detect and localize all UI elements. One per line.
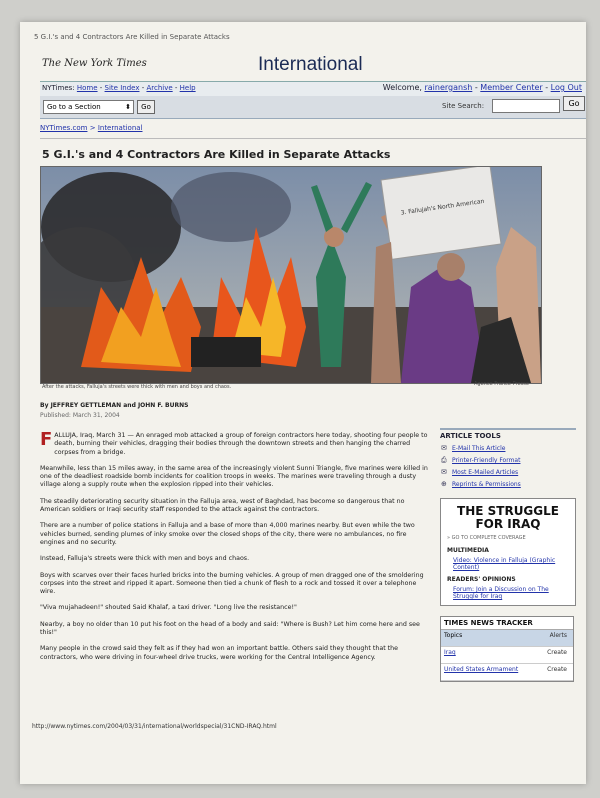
most-emailed-link[interactable]	[441, 468, 576, 476]
site-search-input[interactable]	[492, 99, 560, 113]
toolbar	[40, 96, 586, 119]
published-date: Published: March 31, 2004	[40, 412, 120, 419]
tracker-row	[441, 647, 573, 664]
email-icon: ✉	[441, 444, 447, 452]
tracker-title: TIMES NEWS TRACKER	[441, 617, 573, 630]
article-paragraph: Boys with scarves over their faces hurled bricks into the burning vehicles. A group of men dragged one of the smoldering corpses into the street and ripped it apart. Someone then tied a chunk of flesh to a rock and tossed it over a telephone wire.	[40, 571, 424, 596]
photo-caption: After the attacks, Falluja's streets were thick with men and boys and chaos.	[42, 384, 232, 390]
nyt-logo[interactable]: The New York Times	[42, 58, 147, 69]
breadcrumb-home-link[interactable]: NYTimes.com	[40, 124, 88, 132]
article-paragraph: Nearby, a boy no older than 10 put his foot on the head of a body and said: "Where is Bush? Let him come here and see this!"	[40, 620, 420, 637]
section-select-value: Go to a Section	[47, 103, 101, 111]
breadcrumb-arrow-icon: >	[89, 124, 96, 132]
breadcrumb-section-link[interactable]: International	[97, 124, 143, 132]
struggle-title[interactable]: THE STRUGGLE FOR IRAQ	[457, 504, 559, 531]
tracker-row	[441, 664, 573, 681]
article-paragraph: Many people in the crowd said they felt as if they had won an important battle. Others said they thought that the contractors, who were driving in four-wheel drive trucks, were working for the Central Intelligence Agency.	[40, 645, 398, 661]
article-url[interactable]: http://www.nytimes.com/2004/03/31/international/worldspecial/31CND-IRAQ.html	[32, 723, 277, 730]
reprints-label: Reprints & Permissions	[452, 481, 521, 488]
article-photo	[40, 166, 542, 384]
select-arrow-icon: ⬍	[125, 103, 131, 111]
article-paragraph: There are a number of police stations in Falluja and a base of more than 4,000 marines nearby. But even while the two vehicles burned, sending plumes of inky smoke over the closed shops of the city, there were no ambulances, no fire engines and no security.	[40, 522, 415, 546]
article-paragraph: The steadily deteriorating security situation in the Falluja area, west of Baghdad, has become so dangerous that no American soldiers or Iraqi security staff responded to the attack against the contractors.	[40, 497, 405, 514]
nav-site-index-link[interactable]: Site Index	[104, 84, 140, 92]
printer-icon: ⎙	[441, 456, 447, 464]
article-body	[40, 429, 428, 670]
section-select[interactable]	[43, 100, 134, 114]
nav-prefix: NYTimes:	[42, 84, 75, 92]
logout-link[interactable]: Log Out	[550, 83, 582, 92]
falluja-photo-illustration	[41, 167, 541, 383]
photo-credit: Agence France-Presse	[474, 381, 529, 387]
email-article-link[interactable]	[441, 444, 576, 452]
search-go-button[interactable]: Go	[563, 96, 585, 111]
complete-coverage-link[interactable]: » GO TO COMPLETE COVERAGE	[447, 535, 526, 541]
printer-friendly-label: Printer-Friendly Format	[452, 457, 521, 464]
tracker-header-row	[441, 630, 573, 647]
tracker-col-topics: Topics	[444, 632, 463, 639]
nav-links: NYTimes: Home - Site Index - Archive - Help	[42, 84, 196, 92]
video-link[interactable]: Video: Violence in Falluja (Graphic Content)	[453, 557, 556, 571]
nav-help-link[interactable]: Help	[179, 84, 196, 92]
section-go-button[interactable]: Go	[137, 100, 155, 114]
article-paragraph	[40, 429, 428, 457]
create-alert-button[interactable]: Create	[547, 666, 567, 673]
member-center-link[interactable]: Member Center	[480, 83, 543, 92]
divider	[40, 138, 586, 139]
tracker-topic-link[interactable]: Iraq	[444, 649, 456, 656]
reprints-icon: ⊕	[441, 480, 447, 488]
breadcrumb	[40, 124, 143, 132]
byline: By JEFFREY GETTLEMAN and JOHN F. BURNS	[40, 402, 189, 409]
reprints-link[interactable]	[441, 480, 576, 488]
search-label: Site Search:	[442, 102, 485, 110]
article-paragraph: Instead, Falluja's streets were thick with men and boys and chaos.	[40, 555, 250, 563]
forum-link[interactable]: Forum: Join a Discussion on The Struggle for Iraq	[453, 586, 549, 600]
top-nav	[40, 81, 586, 97]
nav-home-link[interactable]: Home	[76, 84, 98, 92]
most-emailed-label: Most E-Mailed Articles	[452, 469, 519, 476]
article-paragraph: Meanwhile, less than 15 miles away, in the same area of the increasingly violent Sunni Triangle, five marines were killed in one of the deadliest roadside bomb incidents for coalition troops in weeks. The marines were traveling through a dusty village along a supply route when the explosion ripped into their vehicles.	[40, 464, 428, 489]
article-headline: 5 G.I.'s and 4 Contractors Are Killed in Separate Attacks	[42, 148, 391, 161]
article-paragraph-text: ALLUJA, Iraq, March 31 — An enraged mob attacked a group of foreign contractors here today, shooting four people to death, burning their vehicles, dragging their bodies through the downtown streets and then hanging the charred corpses from a bridge.	[54, 432, 428, 456]
username-link[interactable]: rainergansh	[424, 83, 473, 92]
email-article-label: E-Mail This Article	[452, 445, 506, 452]
section-title: International	[258, 54, 363, 75]
tracker-topic-link[interactable]: United States Armament	[444, 666, 519, 673]
readers-opinions-heading: READERS' OPINIONS	[447, 576, 516, 583]
nav-archive-link[interactable]: Archive	[146, 84, 173, 92]
article-paragraph: "Viva mujahadeen!" shouted Said Khalaf, a taxi driver. "Long live the resistance!"	[40, 604, 297, 612]
tracker-col-alerts: Alerts	[549, 632, 567, 639]
printer-friendly-link[interactable]	[441, 456, 576, 464]
welcome-text: Welcome,	[382, 83, 422, 92]
sidebar	[440, 428, 576, 682]
create-alert-button[interactable]: Create	[547, 649, 567, 656]
multimedia-heading: MULTIMEDIA	[447, 547, 489, 554]
photo-sign-text: 3. Fallujah's North American	[400, 197, 485, 217]
envelope-stack-icon: ✉	[441, 468, 447, 476]
struggle-for-iraq-box	[440, 498, 576, 606]
news-tracker	[440, 616, 574, 682]
browser-title: 5 G.I.'s and 4 Contractors Are Killed in Separate Attacks	[34, 33, 230, 41]
user-nav: Welcome, rainergansh - Member Center - Log Out	[382, 83, 582, 92]
drop-cap: F	[40, 429, 53, 450]
article-tools-title: ARTICLE TOOLS	[440, 428, 576, 440]
